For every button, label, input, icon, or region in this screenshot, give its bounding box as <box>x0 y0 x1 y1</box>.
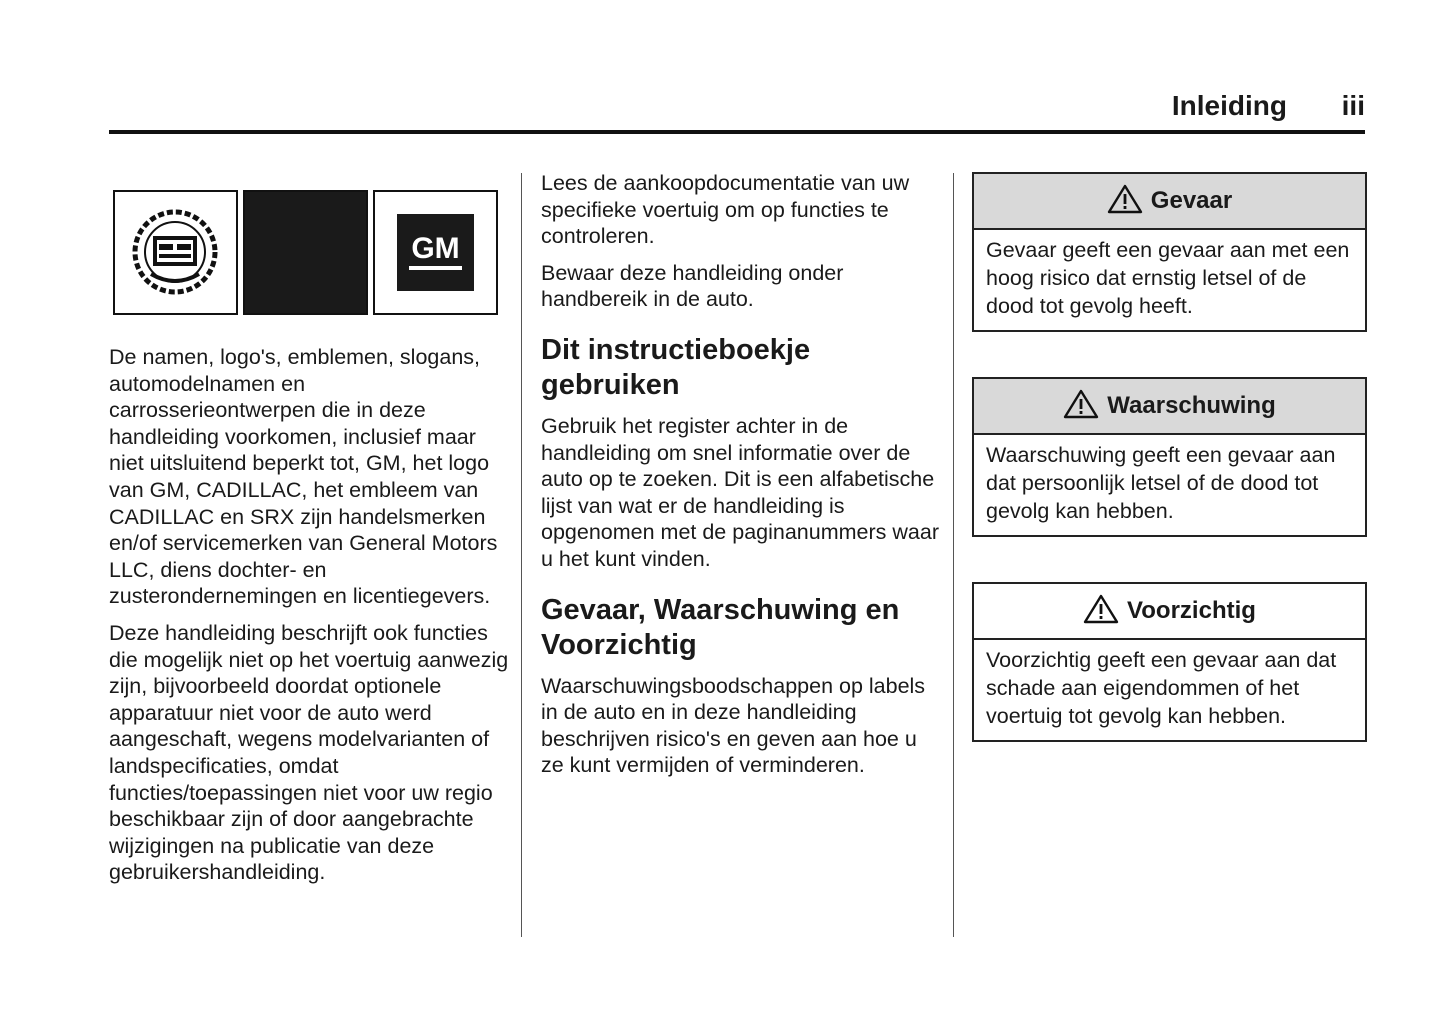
notice-text: Gevaar geeft een gevaar aan met een hoog risico dat ernstig letsel of de dood tot gevolg heeft. <box>986 238 1350 318</box>
notice-header <box>974 174 1365 230</box>
page-number: iii <box>1341 90 1365 121</box>
notice-title: Waarschuwing <box>1107 391 1276 419</box>
notice-caution <box>972 582 1367 742</box>
intro-paragraph: Bewaar deze handleiding onder handbereik in de auto. <box>541 260 844 312</box>
warning-triangle-icon <box>1107 184 1143 214</box>
features-paragraph: Deze handleiding beschrijft ook functies die mogelijk niet op het voertuig aanwezig zijn, bijvoorbeeld doordat optionele apparatuur niet voor de auto werd aangeschaft, wegens modelvarianten of landspecificaties, omdat functies/toepassingen niet voor uw regio beschikbaar zijn of door aangebrachte wijzigingen na publicatie van deze gebruikershandleiding. <box>109 620 509 885</box>
cadillac-emblem-icon <box>243 190 368 315</box>
gm-logo-text: GM <box>411 232 460 265</box>
brand-logos <box>113 190 499 315</box>
notice-text: Voorzichtig geeft een gevaar aan dat schade aan eigendommen of het voertuig tot gevolg kan hebben. <box>986 648 1337 728</box>
column-divider <box>521 173 522 937</box>
intro-paragraph: Lees de aankoopdocumentatie van uw specifieke voertuig om op functies te controleren. <box>541 171 910 249</box>
trademark-paragraph: De namen, logo's, emblemen, slogans, automodelnamen en carrosserieontwerpen die in deze handleiding voorkomen, inclusief maar niet uitsluitend beperkt tot, GM, het logo van GM, CADILLAC, het embleem van CADILLAC en SRX zijn handelsmerken en/of servicemerken van General Motors LLC, diens dochter- en zusterondernemingen en licentiegevers. <box>109 345 498 609</box>
notice-header <box>974 584 1365 640</box>
notice-title: Gevaar <box>1150 186 1233 214</box>
column-middle <box>541 170 941 789</box>
section-text: Waarschuwingsboodschappen op labels in de auto en in deze handleiding beschrijven risico's en geven aan hoe u ze kunt vermijden of verminderen. <box>541 673 926 778</box>
notice-header <box>974 379 1365 435</box>
section-heading: Gevaar, Waarschuwing en Voorzichtig <box>541 593 900 661</box>
section-text: Gebruik het register achter in de handleiding om snel informatie over de auto op te zoeken. Dit is een alfabetische lijst van wat er de handleiding is opgenomen met de paginanummers waar u het kunt vinden. <box>541 413 939 571</box>
notice-danger <box>972 172 1367 332</box>
notice-text: Waarschuwing geeft een gevaar aan dat persoonlijk letsel of de dood tot gevolg kan hebben. <box>986 443 1336 523</box>
page-header <box>109 88 1365 134</box>
section-heading: Dit instructieboekje gebruiken <box>541 333 811 401</box>
column-divider <box>953 173 954 937</box>
cadillac-crest-icon <box>113 190 238 315</box>
warning-triangle-icon <box>1083 594 1119 624</box>
gm-logo-icon <box>373 190 498 315</box>
section-title: Inleiding <box>1171 90 1287 121</box>
warning-triangle-icon <box>1063 389 1099 419</box>
notice-title: Voorzichtig <box>1127 596 1256 624</box>
notice-warning <box>972 377 1367 537</box>
